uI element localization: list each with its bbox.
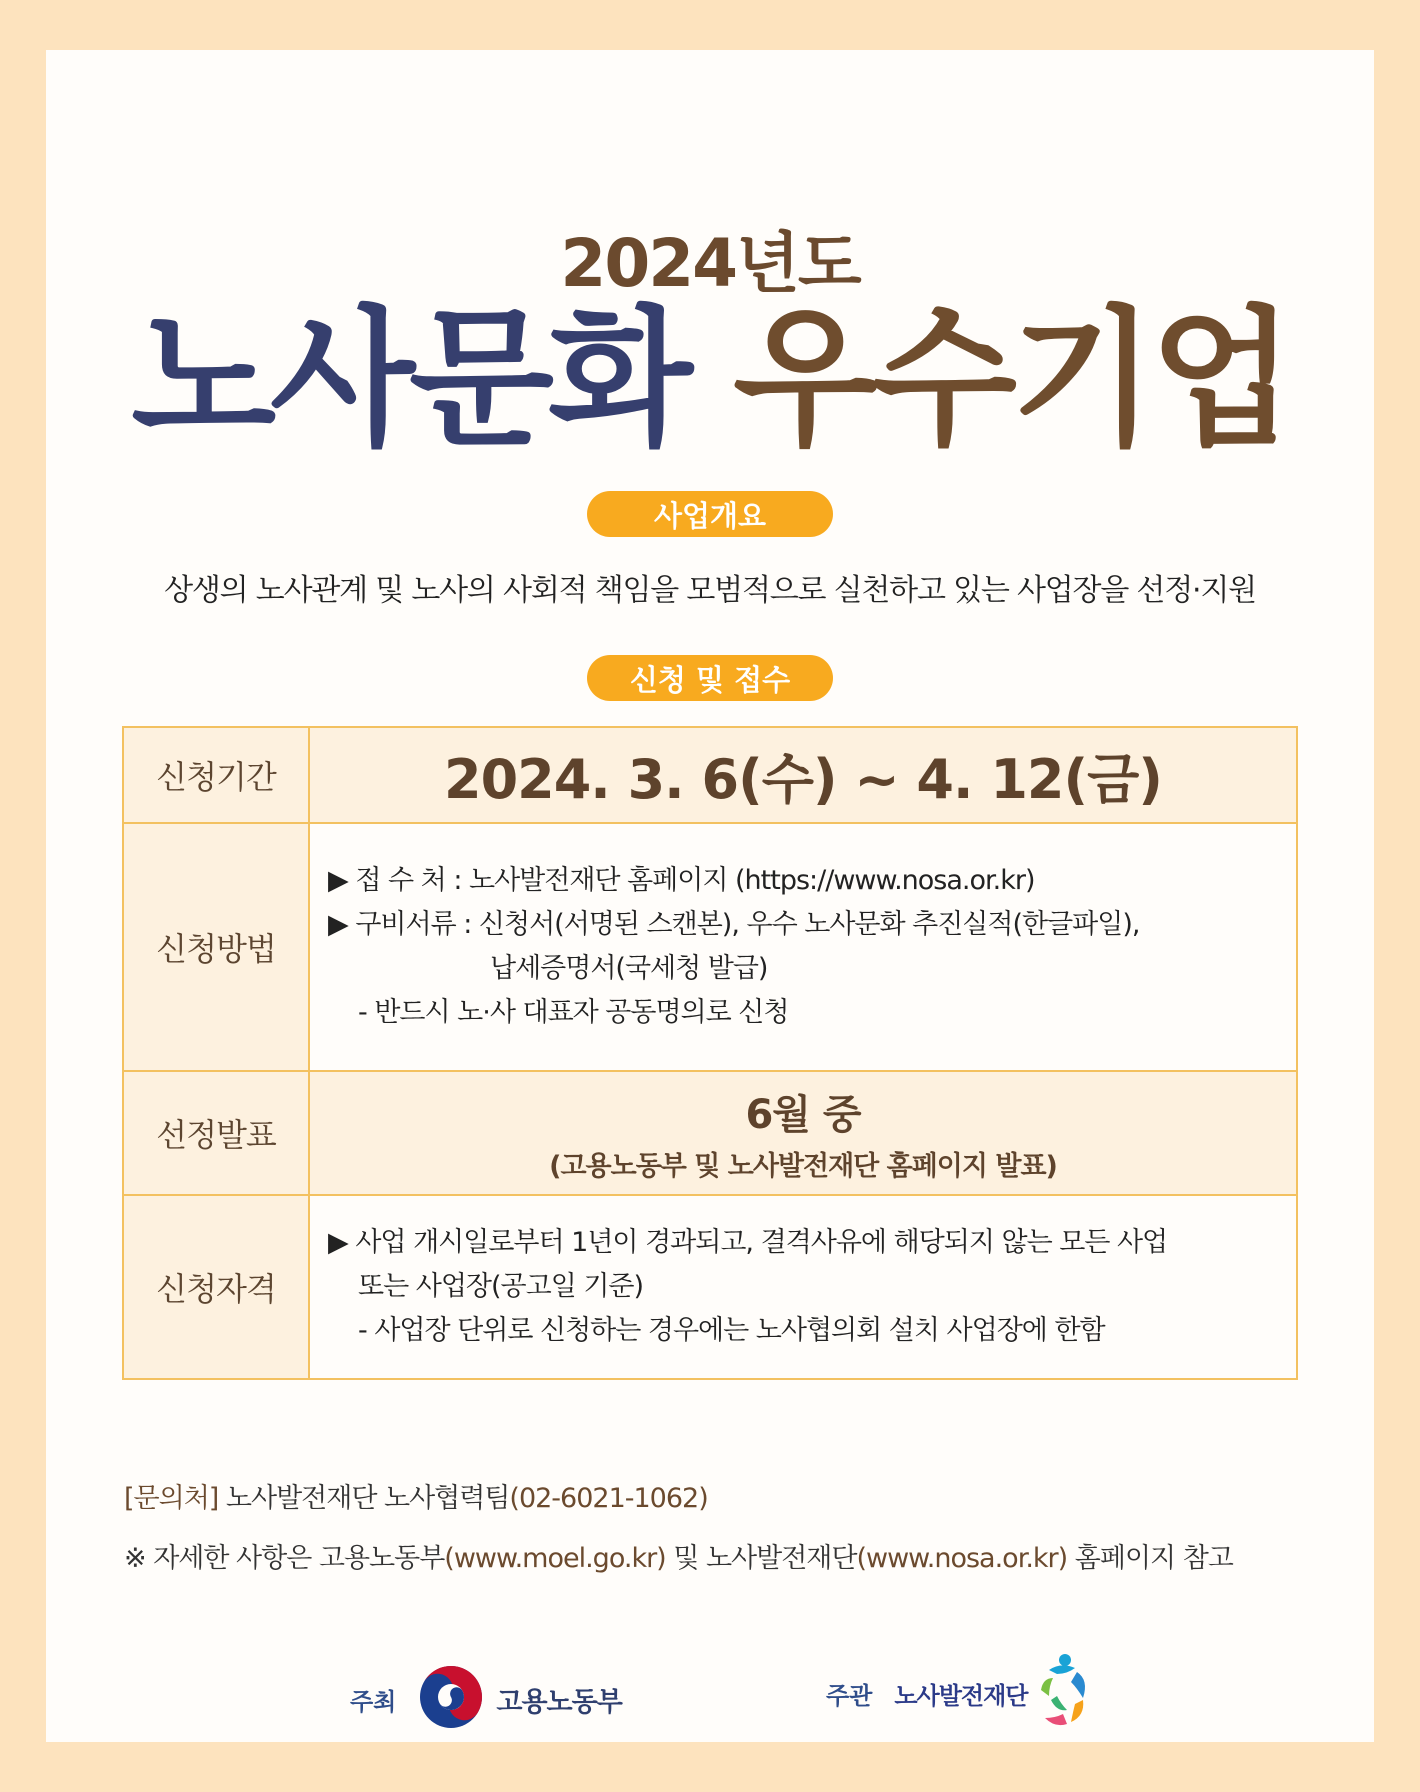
note-mid: 및 노사발전재단: [673, 1543, 857, 1574]
application-table: [122, 726, 1298, 1380]
nosa-foundation-logo-icon: [1027, 1650, 1099, 1736]
taegeuk-emblem-icon: [418, 1664, 484, 1734]
method-line-1: ▶ 접 수 처 : 노사발전재단 홈페이지 (https://www.nosa.or.kr): [328, 865, 1035, 896]
method-label: 신청방법: [123, 823, 309, 1071]
title-part1: 노사문화: [131, 293, 687, 467]
table-row: [123, 1195, 1297, 1379]
note-prefix: ※ 자세한 사항은 고용노동부: [124, 1543, 445, 1574]
organizer-name: 노사발전재단: [894, 1681, 1028, 1710]
poster-card: [46, 50, 1374, 1742]
application-badge: 신청 및 접수: [587, 655, 833, 701]
overview-text: 상생의 노사관계 및 노사의 사회적 책임을 모범적으로 실천하고 있는 사업장을 선정·지원: [164, 573, 1256, 608]
organizer-section: [826, 1650, 1099, 1736]
nosa-link[interactable]: (www.nosa.or.kr): [856, 1543, 1068, 1574]
host-name: 고용노동부: [496, 1686, 622, 1718]
announce-sub: (고용노동부 및 노사발전재단 홈페이지 발표): [549, 1151, 1057, 1182]
overview-badge: 사업개요: [587, 491, 833, 537]
method-line-4: - 반드시 노·사 대표자 공동명의로 신청: [358, 997, 789, 1028]
moel-link[interactable]: (www.moel.go.kr): [444, 1543, 666, 1574]
host-section: [350, 1664, 622, 1734]
method-line-3: 납세증명서(국세청 발급): [490, 953, 768, 984]
contact-org: 노사발전재단 노사협력팀: [225, 1483, 510, 1514]
period-value: 2024. 3. 6(수) ~ 4. 12(금): [444, 747, 1162, 811]
period-label: 신청기간: [123, 727, 309, 823]
title-part2: 우수기업: [733, 293, 1289, 467]
table-row: [123, 1071, 1297, 1195]
note-suffix: 홈페이지 참고: [1074, 1543, 1233, 1574]
table-row: [123, 823, 1297, 1071]
main-title: [46, 293, 1374, 467]
table-row: [123, 727, 1297, 823]
year-heading: 2024년도: [560, 225, 860, 302]
contact-phone: (02-6021-1062): [509, 1483, 708, 1514]
organizer-label: 주관: [826, 1681, 873, 1710]
method-line-2: ▶ 구비서류 : 신청서(서명된 스캔본), 우수 노사문화 추진실적(한글파일),: [328, 909, 1140, 940]
contact-tag: [문의처]: [124, 1483, 219, 1514]
eligibility-line-3: - 사업장 단위로 신청하는 경우에는 노사협의회 설치 사업장에 한함: [358, 1315, 1105, 1346]
eligibility-label: 신청자격: [123, 1195, 309, 1379]
contact-info: [124, 1476, 708, 1515]
announce-main: 6월 중: [745, 1092, 861, 1138]
announce-label: 선정발표: [123, 1071, 309, 1195]
host-label: 주최: [350, 1687, 397, 1716]
eligibility-line-2: 또는 사업장(공고일 기준): [358, 1271, 644, 1302]
eligibility-line-1: ▶ 사업 개시일로부터 1년이 경과되고, 결격사유에 해당되지 않는 모든 사업: [328, 1227, 1168, 1258]
reference-note: [124, 1536, 1233, 1575]
